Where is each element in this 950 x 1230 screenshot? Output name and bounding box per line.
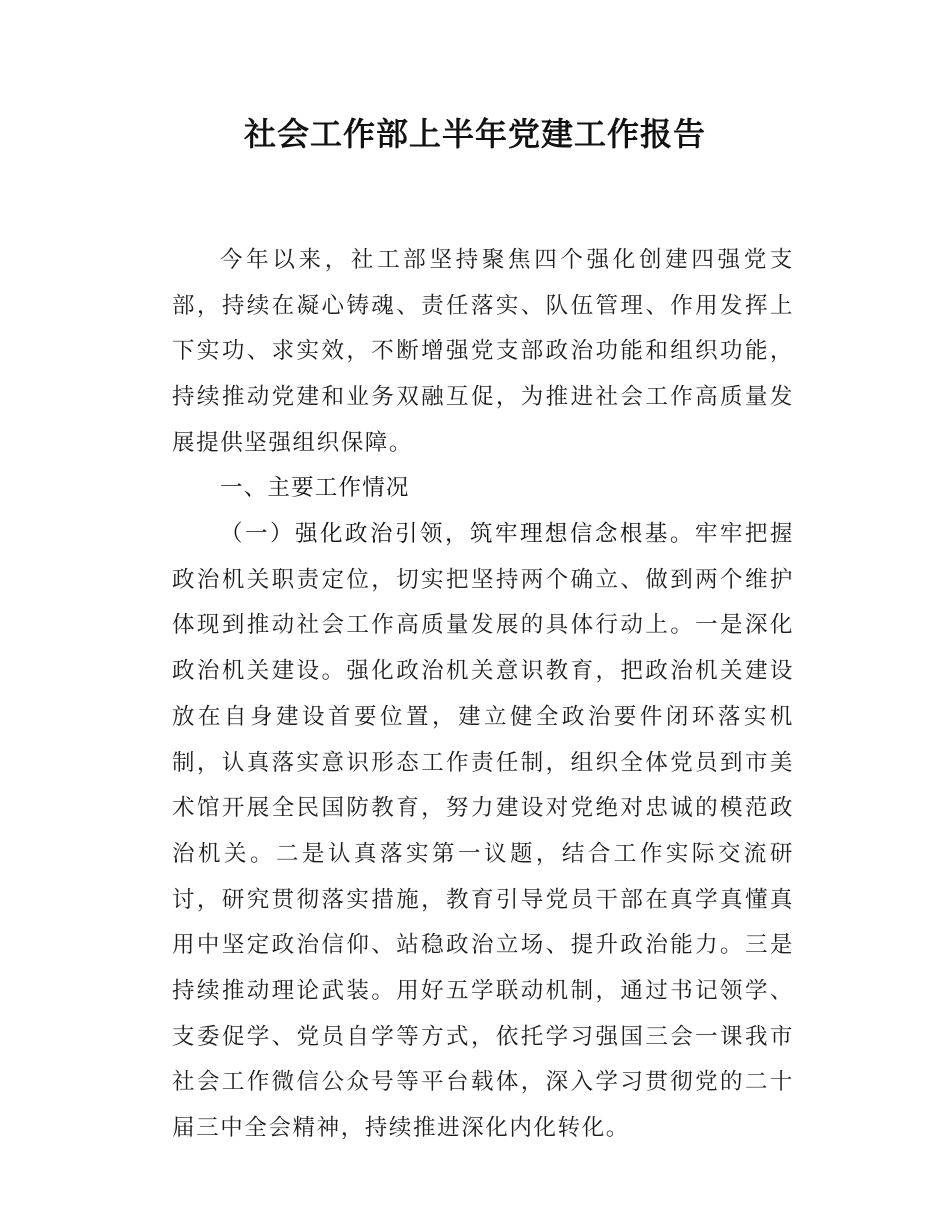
subsection-paragraph	[172, 512, 794, 1152]
document-title: 社会工作部上半年党建工作报告	[243, 115, 706, 153]
intro-paragraph: 今年以来，社工部坚持聚焦四个强化创建四强党支部，持续在凝心铸魂、责任落实、队伍管理、作用发挥上下实功、求实效，不断增强党支部政治功能和组织功能，持续推动党建和业务双融互促，为推进社会工作高质量发展提供坚强组织保障。	[172, 247, 794, 456]
subsection-body: 牢牢把握政治机关职责定位，切实把坚持两个确立、做到两个维护体现到推动社会工作高质量发展的具体行动上。一是深化政治机关建设。强化政治机关意识教育，把政治机关建设放在自身建设首要位置，建立健全政治要件闭环落实机制，认真落实意识形态工作责任制，组织全体党员到市美术馆开展全民国防教育，努力建设对党绝对忠诚的模范政治机关。二是认真落实第一议题，结合工作实际交流研讨，研究贯彻落实措施，教育引导党员干部在真学真懂真用中坚定政治信仰、站稳政治立场、提升政治能力。三是持续推动理论武装。用好五学联动机制，通过书记领学、支委促学、党员自学等方式，依托学习强国三会一课我市社会工作微信公众号等平台载体，深入学习贯彻党的二十届三中全会精神，持续推进深化内化转化。	[172, 521, 794, 1142]
subsection-lead: （一）强化政治引领，筑牢理想信念根基。	[220, 521, 695, 547]
section-heading: 一、主要工作情况	[220, 475, 410, 501]
